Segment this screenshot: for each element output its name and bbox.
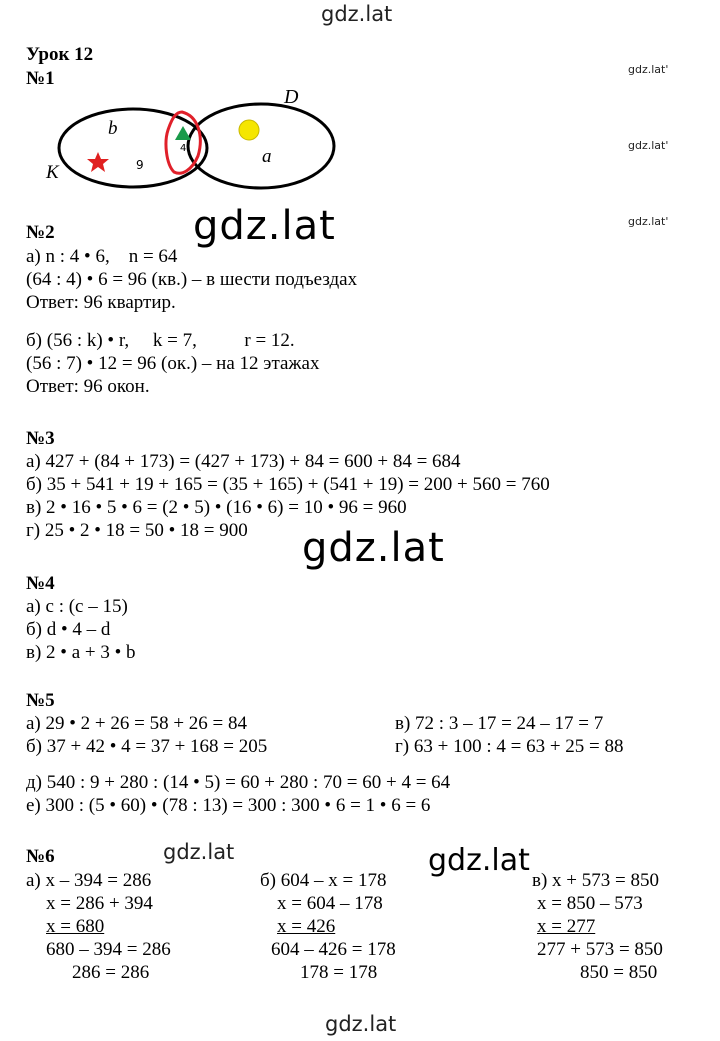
task-2-line: б) (56 : k) • r, k = 7, r = 12.: [26, 330, 295, 351]
task-3-line: а) 427 + (84 + 173) = (427 + 173) + 84 = 600 + 84 = 684: [26, 451, 461, 472]
task-5-header: №5: [26, 690, 55, 711]
task-1-header: №1: [26, 68, 55, 89]
task-6a-line: 680 – 394 = 286: [46, 939, 171, 960]
task-6c-line: 850 = 850: [580, 962, 658, 983]
task-3-line: г) 25 • 2 • 18 = 50 • 18 = 900: [26, 520, 248, 541]
venn-diagram: [40, 86, 350, 196]
watermark-side-2: gdz.lat': [628, 139, 669, 152]
watermark-big-1: gdz.lat: [193, 203, 336, 249]
task-5-line: д) 540 : 9 + 280 : (14 • 5) = 60 + 280 : 70 = 60 + 4 = 64: [26, 772, 451, 793]
task-6b-line: 178 = 178: [300, 962, 378, 983]
task-4-line: в) 2 • a + 3 • b: [26, 642, 136, 663]
task-5-line: а) 29 • 2 + 26 = 58 + 26 = 84: [26, 713, 248, 734]
task-5-line: в) 72 : 3 – 17 = 24 – 17 = 7: [395, 713, 604, 734]
task-2-line: (64 : 4) • 6 = 96 (кв.) – в шести подъездах: [26, 269, 358, 290]
task-2-line: Ответ: 96 окон.: [26, 376, 150, 397]
watermark-bottom: gdz.lat: [325, 1012, 397, 1036]
watermark-big-2: gdz.lat: [302, 525, 445, 571]
task-6b-line: x = 604 – 178: [277, 893, 383, 914]
task-6-header: №6: [26, 846, 55, 867]
task-6c-line: в) x + 573 = 850: [532, 870, 659, 891]
task-5-line: г) 63 + 100 : 4 = 63 + 25 = 88: [395, 736, 624, 757]
count-4: 4: [180, 143, 187, 154]
label-d: D: [284, 86, 299, 108]
count-9: 9: [136, 158, 144, 172]
task-2-line: а) n : 4 • 6, n = 64: [26, 246, 178, 267]
label-b: b: [108, 118, 118, 139]
label-a: a: [262, 146, 272, 167]
task-3-line: б) 35 + 541 + 19 + 165 = (35 + 165) + (541 + 19) = 200 + 560 = 760: [26, 474, 550, 495]
label-k: K: [46, 162, 59, 183]
task-5-line: е) 300 : (5 • 60) • (78 : 13) = 300 : 300 • 6 = 1 • 6 = 6: [26, 795, 431, 816]
task-4-line: а) c : (c – 15): [26, 596, 128, 617]
watermark-side-3: gdz.lat': [628, 215, 669, 228]
task-6b-answer: x = 426: [277, 916, 336, 937]
task-2-line: (56 : 7) • 12 = 96 (ок.) – на 12 этажах: [26, 353, 320, 374]
task-6b-line: 604 – 426 = 178: [271, 939, 396, 960]
task-4-line: б) d • 4 – d: [26, 619, 111, 640]
yellow-circle-icon: [239, 120, 259, 140]
star-icon: [87, 152, 109, 172]
task-3-line: в) 2 • 16 • 5 • 6 = (2 • 5) • (16 • 6) = 10 • 96 = 960: [26, 497, 407, 518]
set-d-ellipse: [188, 104, 334, 188]
task-6c-line: x = 850 – 573: [537, 893, 643, 914]
task-6b-line: б) 604 – x = 178: [260, 870, 387, 891]
task-3-header: №3: [26, 428, 55, 449]
task-6a-line: а) x – 394 = 286: [26, 870, 152, 891]
task-6a-line: 286 = 286: [72, 962, 150, 983]
lesson-title: Урок 12: [26, 44, 94, 65]
task-4-header: №4: [26, 573, 55, 594]
watermark-mid-1: gdz.lat: [163, 840, 235, 864]
task-6c-answer: x = 277: [537, 916, 596, 937]
watermark-side-1: gdz.lat': [628, 63, 669, 76]
task-6a-answer: x = 680: [46, 916, 105, 937]
task-2-line: Ответ: 96 квартир.: [26, 292, 176, 313]
triangle-icon: [175, 126, 191, 140]
watermark-top: gdz.lat: [321, 2, 393, 26]
task-6c-line: 277 + 573 = 850: [537, 939, 663, 960]
task-6a-line: x = 286 + 394: [46, 893, 153, 914]
watermark-mid-2: gdz.lat: [428, 843, 530, 878]
task-5-line: б) 37 + 42 • 4 = 37 + 168 = 205: [26, 736, 268, 757]
task-2-header: №2: [26, 222, 55, 243]
